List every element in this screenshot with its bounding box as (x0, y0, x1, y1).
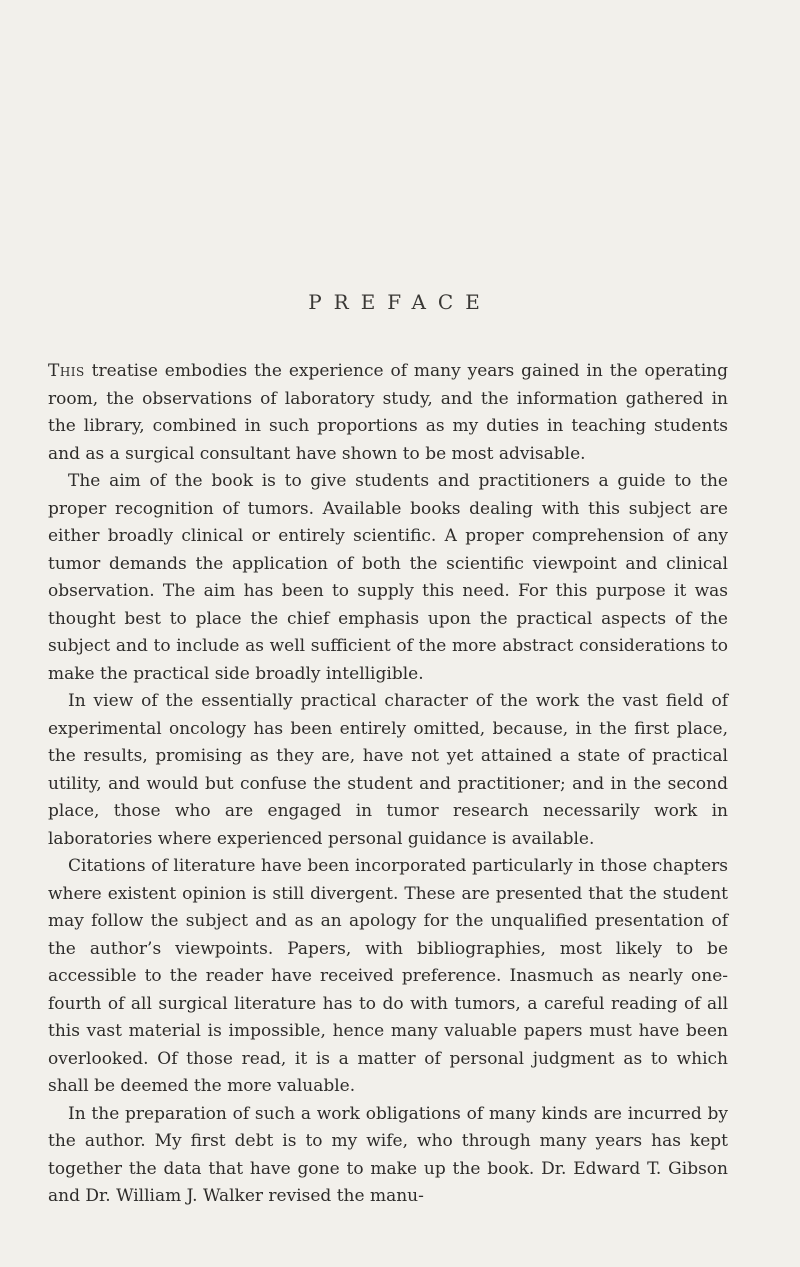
paragraph-2: The aim of the book is to give students and practitioners a guide to the proper recognition of tumors. Available books dealing with this subject are either broadly clinical or entirely scientific. A proper comprehension of any tumor demands the application of both the scientific viewpoint and clinical observation. The aim has been to supply this need. For this purpose it was thought best to place the chief emphasis upon the practical aspects of the subject and to include as well sufficient of the more abstract considerations to make the practical side broadly intelligible. (48, 471, 728, 684)
paragraph-5: In the preparation of such a work obligations of many kinds are incurred by the author. My first debt is to my wife, who through many years has kept together the data that have gone to make up the book. Dr. Edward T. Gibson and Dr. William J. Walker revised the manu- (48, 1103, 728, 1206)
paragraph-text: treatise embodies the experience of many years gained in the operating room, the observations of laboratory study, and the information gathered in the library, combined in such proportions as my duties in teaching students and as a surgical consultant have shown to be most advisable. (48, 361, 728, 464)
paragraph-lead-word: This (48, 361, 85, 381)
paragraph-3: In view of the essentially practical character of the work the vast field of experimental oncology has been entirely omitted, because, in the first place, the results, promising as they are, have not yet attained a state of practical utility, and would but confuse the student and practitioner; and in the second place, those who are engaged in tumor research necessarily work in laboratories where experienced personal guidance is available. (48, 691, 728, 849)
preface-body (48, 358, 728, 1211)
paragraph-1 (48, 358, 728, 468)
page-title: PREFACE (308, 290, 492, 314)
paragraph-4: Citations of literature have been incorporated particularly in those chapters where existent opinion is still divergent. These are presented that the student may follow the subject and as an apology for the unqualified presentation of the author’s viewpoints. Papers, with bibliographies, most likely to be accessible to the reader have received preference. Inasmuch as nearly one-fourth of all surgical literature has to do with tumors, a careful reading of all this vast material is impossible, hence many valuable papers must have been overlooked. Of those read, it is a matter of personal judgment as to which shall be deemed the more valuable. (48, 856, 728, 1096)
